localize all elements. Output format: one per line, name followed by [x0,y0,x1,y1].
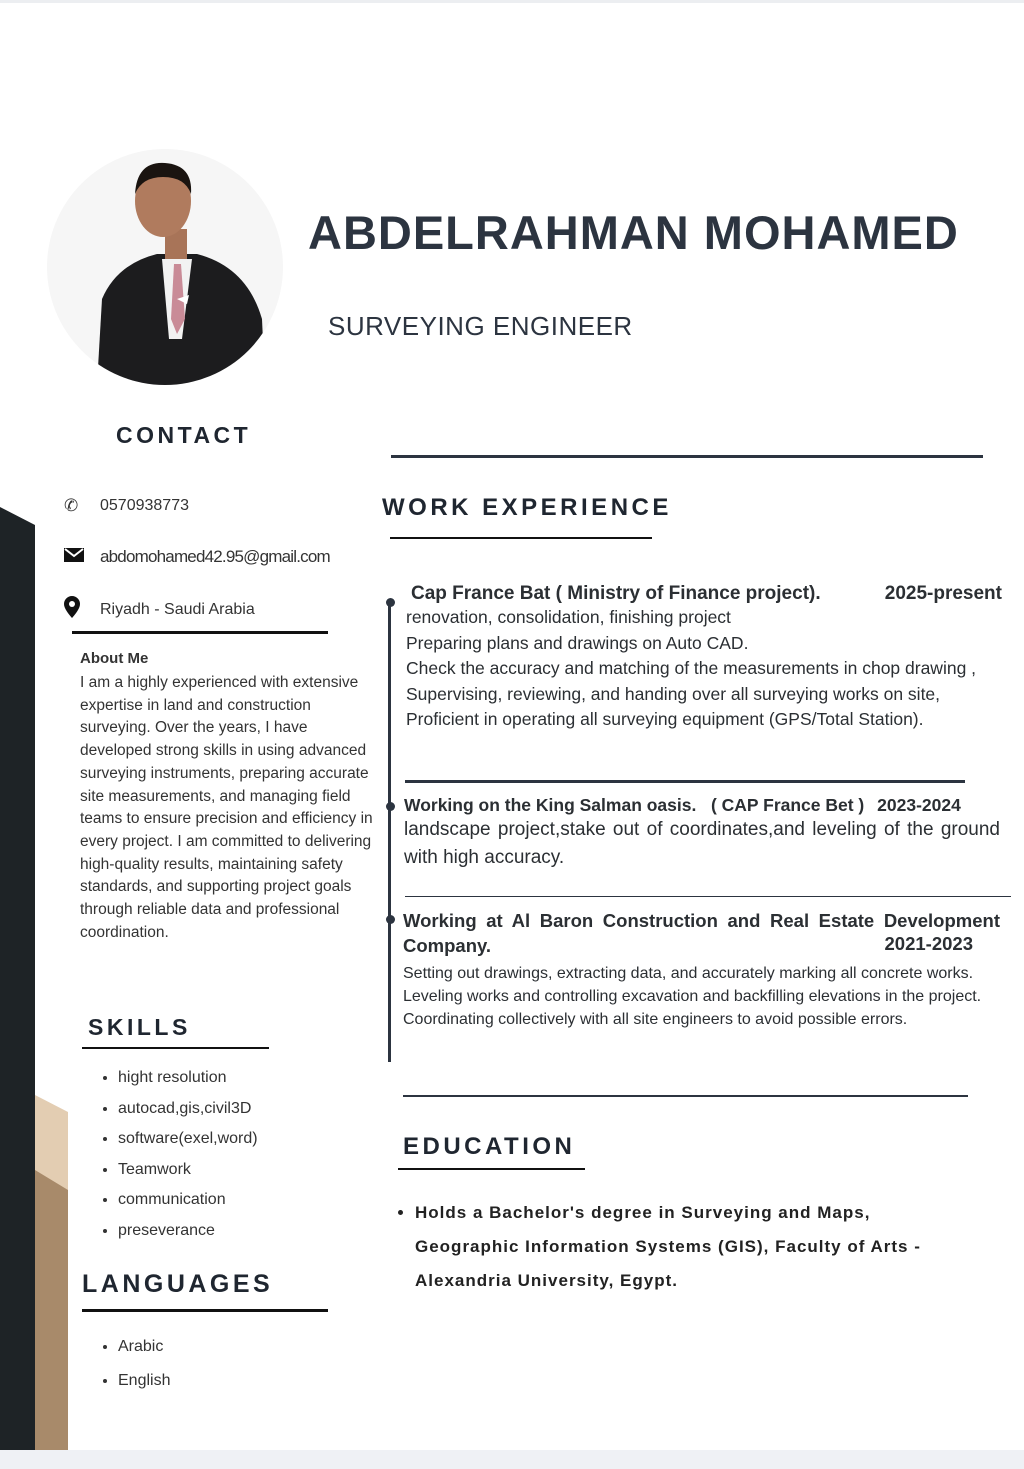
skills-divider [82,1047,269,1049]
language-item: • Arabic [118,1330,170,1364]
languages-divider [82,1309,328,1312]
tan-dark-shape [35,1170,68,1450]
job-line: Check the accuracy and matching of the measurements in chop drawing , [406,658,977,678]
job-entry [404,795,1000,872]
work-divider [390,537,652,539]
job-dates: 2025-present [884,583,1002,604]
location-text: Riyadh - Saudi Arabia [100,600,255,618]
job-title: SURVEYING ENGINEER [328,311,633,341]
job-divider [405,896,1011,897]
mail-icon [64,548,86,567]
contact-phone [64,496,189,516]
job-line: Coordinating collectively with all site engineers to avoid possible errors. [403,1011,908,1028]
job-line: Proficient in operating all surveying equipment (GPS/Total Station). [406,709,924,729]
bottom-border [0,1450,1024,1469]
job-line: landscape project,stake out of coordinates,and leveling of the ground with high accuracy. [404,819,1000,868]
job-dates: 2023-2024 [877,795,961,815]
skills-list [98,1063,258,1247]
about-text: I am a highly experienced with extensive expertise in land and construction surveying. Over the years, I have developed strong skills in using advanced surveying instruments, preparing accurate site measurements, and managing field teams to ensure precision and efficiency in every project. I am committed to delivering high-quality results, maintaining safety standards, and supporting project goals through reliable data and professional coordination. [80,674,373,941]
skill-item: • hight resolution [118,1063,258,1094]
location-pin-icon [64,596,86,623]
skill-item: • Teamwork [118,1155,258,1186]
education-heading: EDUCATION [403,1133,576,1160]
job-line: renovation, consolidation, finishing project [406,607,731,627]
contact-email [64,547,330,567]
profile-photo [47,149,283,385]
language-item: • English [118,1364,170,1398]
job-line: Setting out drawings, extracting data, and accurately marking all concrete works. [403,965,974,982]
education-item: • Holds a Bachelor's degree in Surveying and Maps, Geographic Information Systems (GIS), Faculty of Arts - Alexandria University, Egypt. [415,1196,935,1298]
job-dates: 2021-2023 [884,933,973,954]
job-line: Leveling works and controlling excavation and backfilling elevations in the project. [403,988,982,1005]
sidebar-decoration [0,500,70,1450]
contact-heading: CONTACT [116,422,252,448]
skill-item: • preseverance [118,1216,258,1247]
phone-icon: ✆ [64,496,79,515]
skill-item: • autocad,gis,civil3D [118,1094,258,1125]
contact-location [64,596,255,623]
email-text[interactable]: abdomohamed42.95@gmail.com [100,547,330,566]
languages-heading: LANGUAGES [82,1270,274,1298]
skill-item: • software(exel,word) [118,1124,258,1155]
education-divider [398,1168,585,1170]
job-divider [405,780,965,783]
education-list [395,1196,935,1298]
contact-divider [72,631,328,634]
timeline-line [388,600,391,1062]
skill-item: • communication [118,1185,258,1216]
job-title: Working on the King Salman oasis. ( CAP France Bet ) [404,795,865,815]
phone-text: 0570938773 [100,497,189,514]
candidate-name: ABDELRAHMAN MOHAMED [308,206,959,259]
timeline-dot [386,802,395,811]
languages-list [98,1330,170,1398]
job-title: Cap France Bat ( Ministry of Finance project). [411,583,821,604]
timeline-dot [386,598,395,607]
header-divider [391,455,983,458]
job-line: Supervising, reviewing, and handing over all surveying works on site, [406,683,941,704]
skills-heading: SKILLS [88,1014,191,1040]
work-heading: WORK EXPERIENCE [382,494,672,521]
job-entry [406,583,1002,733]
timeline-dot [386,915,395,924]
job-entry [403,908,1000,1031]
job-divider [403,1095,968,1097]
dark-bar-shape [0,507,35,1450]
job-line: Preparing plans and drawings on Auto CAD. [406,632,749,653]
job-title: Working at Al Baron Construction and Real Estate Development Company. [403,910,1000,956]
about-heading: About Me [80,650,149,667]
top-border [0,0,1024,3]
